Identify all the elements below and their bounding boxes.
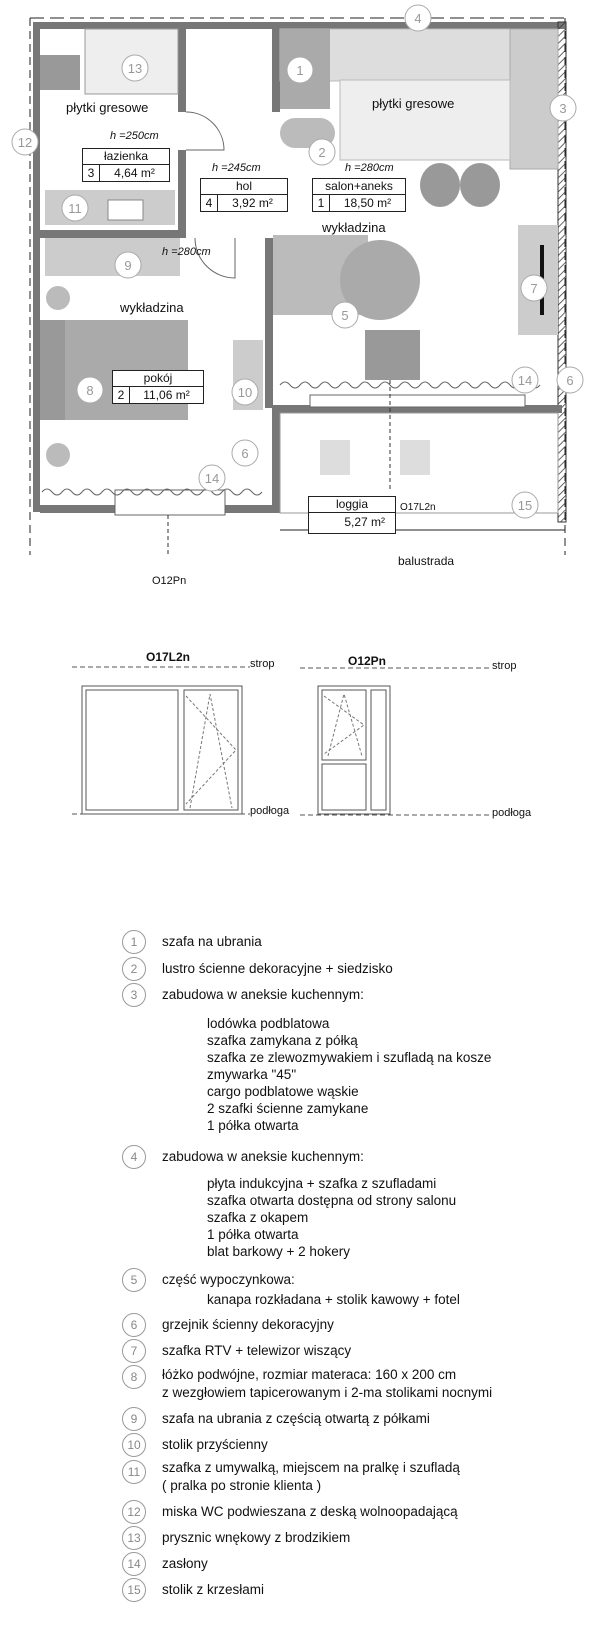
window-elevations bbox=[0, 650, 600, 860]
callout-14b bbox=[512, 367, 538, 393]
legend-3-sub-7: 1 półka otwarta bbox=[207, 1118, 299, 1133]
callout-14 bbox=[199, 465, 225, 491]
callout-13 bbox=[122, 55, 148, 81]
legend-3-sub-5: cargo podblatowe wąskie bbox=[207, 1084, 359, 1099]
legend-num-5: 5 bbox=[122, 1268, 146, 1292]
legend bbox=[0, 930, 600, 1630]
svg-text:8: 8 bbox=[86, 383, 94, 398]
legend-3-sub-1: lodówka podblatowa bbox=[207, 1016, 330, 1031]
legend-text-13: prysznic wnękowy z brodzikiem bbox=[162, 1530, 351, 1545]
svg-text:3: 3 bbox=[559, 101, 567, 116]
window-left-podloga: podłoga bbox=[250, 805, 290, 817]
lazienka-area: 4,64 m² bbox=[114, 166, 155, 180]
hol-name: hol bbox=[201, 179, 287, 195]
window-left-title: O17L2n bbox=[146, 650, 191, 664]
callout-3 bbox=[550, 95, 576, 121]
callout-6b bbox=[232, 440, 258, 466]
legend-num-4: 4 bbox=[122, 1145, 146, 1169]
salon-floor-top: płytki gresowe bbox=[372, 96, 455, 111]
hol-box bbox=[200, 178, 288, 212]
lazienka-box bbox=[82, 148, 170, 182]
window-right-podloga: podłoga bbox=[492, 807, 532, 819]
svg-text:14: 14 bbox=[204, 471, 220, 486]
legend-num-10: 10 bbox=[122, 1433, 146, 1457]
legend-3-sub-6: 2 szafki ścienne zamykane bbox=[207, 1101, 369, 1116]
svg-text:2: 2 bbox=[318, 145, 326, 160]
salon-name: salon+aneks bbox=[313, 179, 405, 195]
salon-height: h =280cm bbox=[345, 162, 394, 174]
loggia-name: loggia bbox=[309, 497, 395, 513]
loggia-box bbox=[308, 496, 396, 534]
legend-text-11b: ( pralka po stronie klienta ) bbox=[162, 1478, 322, 1493]
callout-8 bbox=[77, 377, 103, 403]
svg-text:11: 11 bbox=[68, 201, 82, 216]
callout-2 bbox=[309, 139, 335, 165]
legend-4-sub-2: szafka otwarta dostępna od strony salonu bbox=[207, 1193, 457, 1208]
legend-3-sub-2: szafka zamykana z półką bbox=[207, 1033, 358, 1048]
window-right-title: O12Pn bbox=[348, 654, 387, 668]
legend-text-14: zasłony bbox=[162, 1556, 208, 1571]
callout-1 bbox=[287, 57, 313, 83]
svg-text:5: 5 bbox=[341, 308, 349, 323]
legend-5-sub-1: kanapa rozkładana + stolik kawowy + fotel bbox=[207, 1292, 460, 1307]
callout-11 bbox=[62, 195, 88, 221]
svg-text:10: 10 bbox=[237, 385, 253, 400]
legend-text-9: szafa na ubrania z częścią otwartą z półkami bbox=[162, 1411, 430, 1426]
legend-num-13: 13 bbox=[122, 1526, 146, 1550]
callout-15 bbox=[512, 492, 538, 518]
legend-num-12: 12 bbox=[122, 1500, 146, 1524]
legend-num-9: 9 bbox=[122, 1407, 146, 1431]
legend-3-sub-4: zmywarka "45" bbox=[207, 1067, 297, 1082]
svg-text:12: 12 bbox=[17, 135, 33, 150]
loggia-area: 5,27 m² bbox=[344, 515, 385, 529]
window-o17-label: O17L2n bbox=[400, 502, 436, 513]
legend-4-sub-4: 1 półka otwarta bbox=[207, 1227, 299, 1242]
legend-text-3: zabudowa w aneksie kuchennym: bbox=[162, 987, 364, 1002]
pokoj-floor: wykładzina bbox=[120, 300, 184, 315]
svg-text:6: 6 bbox=[241, 446, 249, 461]
callout-5 bbox=[332, 302, 358, 328]
legend-num-2: 2 bbox=[122, 957, 146, 981]
svg-text:9: 9 bbox=[124, 258, 132, 273]
salon-floor: wykładzina bbox=[322, 220, 386, 235]
legend-text-11: szafka z umywalką, miejscem na pralkę i szufladą bbox=[162, 1460, 460, 1475]
svg-text:6: 6 bbox=[566, 373, 574, 388]
pokoj-num: 2 bbox=[113, 387, 130, 403]
legend-text-7: szafka RTV + telewizor wiszący bbox=[162, 1343, 352, 1358]
callout-12 bbox=[12, 129, 38, 155]
legend-text-2: lustro ścienne dekoracyjne + siedzisko bbox=[162, 961, 393, 976]
window-right-strop: strop bbox=[492, 660, 517, 672]
salon-num: 1 bbox=[313, 195, 330, 211]
pokoj-box bbox=[112, 370, 204, 404]
hol-height: h =245cm bbox=[212, 162, 261, 174]
pokoj-area: 11,06 m² bbox=[143, 388, 190, 402]
window-o12-label: O12Pn bbox=[152, 575, 187, 587]
floor-plan-drawing bbox=[0, 0, 600, 600]
callout-10 bbox=[232, 379, 258, 405]
legend-3-sub-3: szafka ze zlewozmywakiem i szufladą na kosze bbox=[207, 1050, 492, 1065]
callout-4 bbox=[405, 5, 431, 31]
legend-num-3: 3 bbox=[122, 983, 146, 1007]
legend-text-15: stolik z krzesłami bbox=[162, 1582, 265, 1597]
svg-text:4: 4 bbox=[414, 11, 422, 26]
pokoj-height: h =280cm bbox=[162, 246, 211, 258]
salon-area: 18,50 m² bbox=[343, 196, 392, 210]
lazienka-height: h =250cm bbox=[110, 130, 159, 142]
legend-text-5: część wypoczynkowa: bbox=[162, 1272, 295, 1287]
pokoj-name: pokój bbox=[113, 371, 203, 387]
salon-box bbox=[312, 178, 406, 212]
legend-num-15: 15 bbox=[122, 1578, 146, 1602]
floor-plan bbox=[0, 0, 600, 600]
lazienka-num: 3 bbox=[83, 165, 100, 181]
svg-text:7: 7 bbox=[530, 281, 538, 296]
callout-7 bbox=[521, 275, 547, 301]
svg-text:15: 15 bbox=[517, 498, 533, 513]
legend-text-8b: z wezgłowiem tapicerowanym i 2-ma stolikami nocnymi bbox=[162, 1385, 493, 1400]
legend-4-sub-5: blat barkowy + 2 hokery bbox=[207, 1244, 350, 1259]
legend-num-7: 7 bbox=[122, 1339, 146, 1363]
window-elevations-drawing bbox=[0, 650, 600, 850]
legend-text-8: łóżko podwójne, rozmiar materaca: 160 x 200 cm bbox=[162, 1367, 457, 1382]
legend-num-1: 1 bbox=[122, 930, 146, 954]
svg-text:1: 1 bbox=[296, 63, 304, 78]
legend-4-sub-3: szafka z okapem bbox=[207, 1210, 309, 1225]
svg-text:13: 13 bbox=[127, 61, 143, 76]
lazienka-name: łazienka bbox=[83, 149, 169, 165]
hol-num: 4 bbox=[201, 195, 218, 211]
window-left-strop: strop bbox=[250, 658, 275, 670]
svg-text:14: 14 bbox=[517, 373, 533, 388]
legend-text-10: stolik przyścienny bbox=[162, 1437, 268, 1452]
balustrada-label: balustrada bbox=[398, 554, 455, 568]
callout-6 bbox=[557, 367, 583, 393]
legend-text-12: miska WC podwieszana z deską wolnoopadającą bbox=[162, 1504, 458, 1519]
legend-4-sub-1: płyta indukcyjna + szafka z szufladami bbox=[207, 1176, 437, 1191]
legend-text-6: grzejnik ścienny dekoracyjny bbox=[162, 1317, 334, 1332]
legend-num-6: 6 bbox=[122, 1313, 146, 1337]
legend-num-8: 8 bbox=[122, 1365, 146, 1389]
legend-text-4: zabudowa w aneksie kuchennym: bbox=[162, 1149, 364, 1164]
legend-num-11: 11 bbox=[122, 1460, 146, 1484]
legend-num-14: 14 bbox=[122, 1552, 146, 1576]
callout-9 bbox=[115, 252, 141, 278]
legend-text-1: szafa na ubrania bbox=[162, 934, 262, 949]
lazienka-floor: płytki gresowe bbox=[66, 100, 149, 115]
hol-area: 3,92 m² bbox=[232, 196, 273, 210]
